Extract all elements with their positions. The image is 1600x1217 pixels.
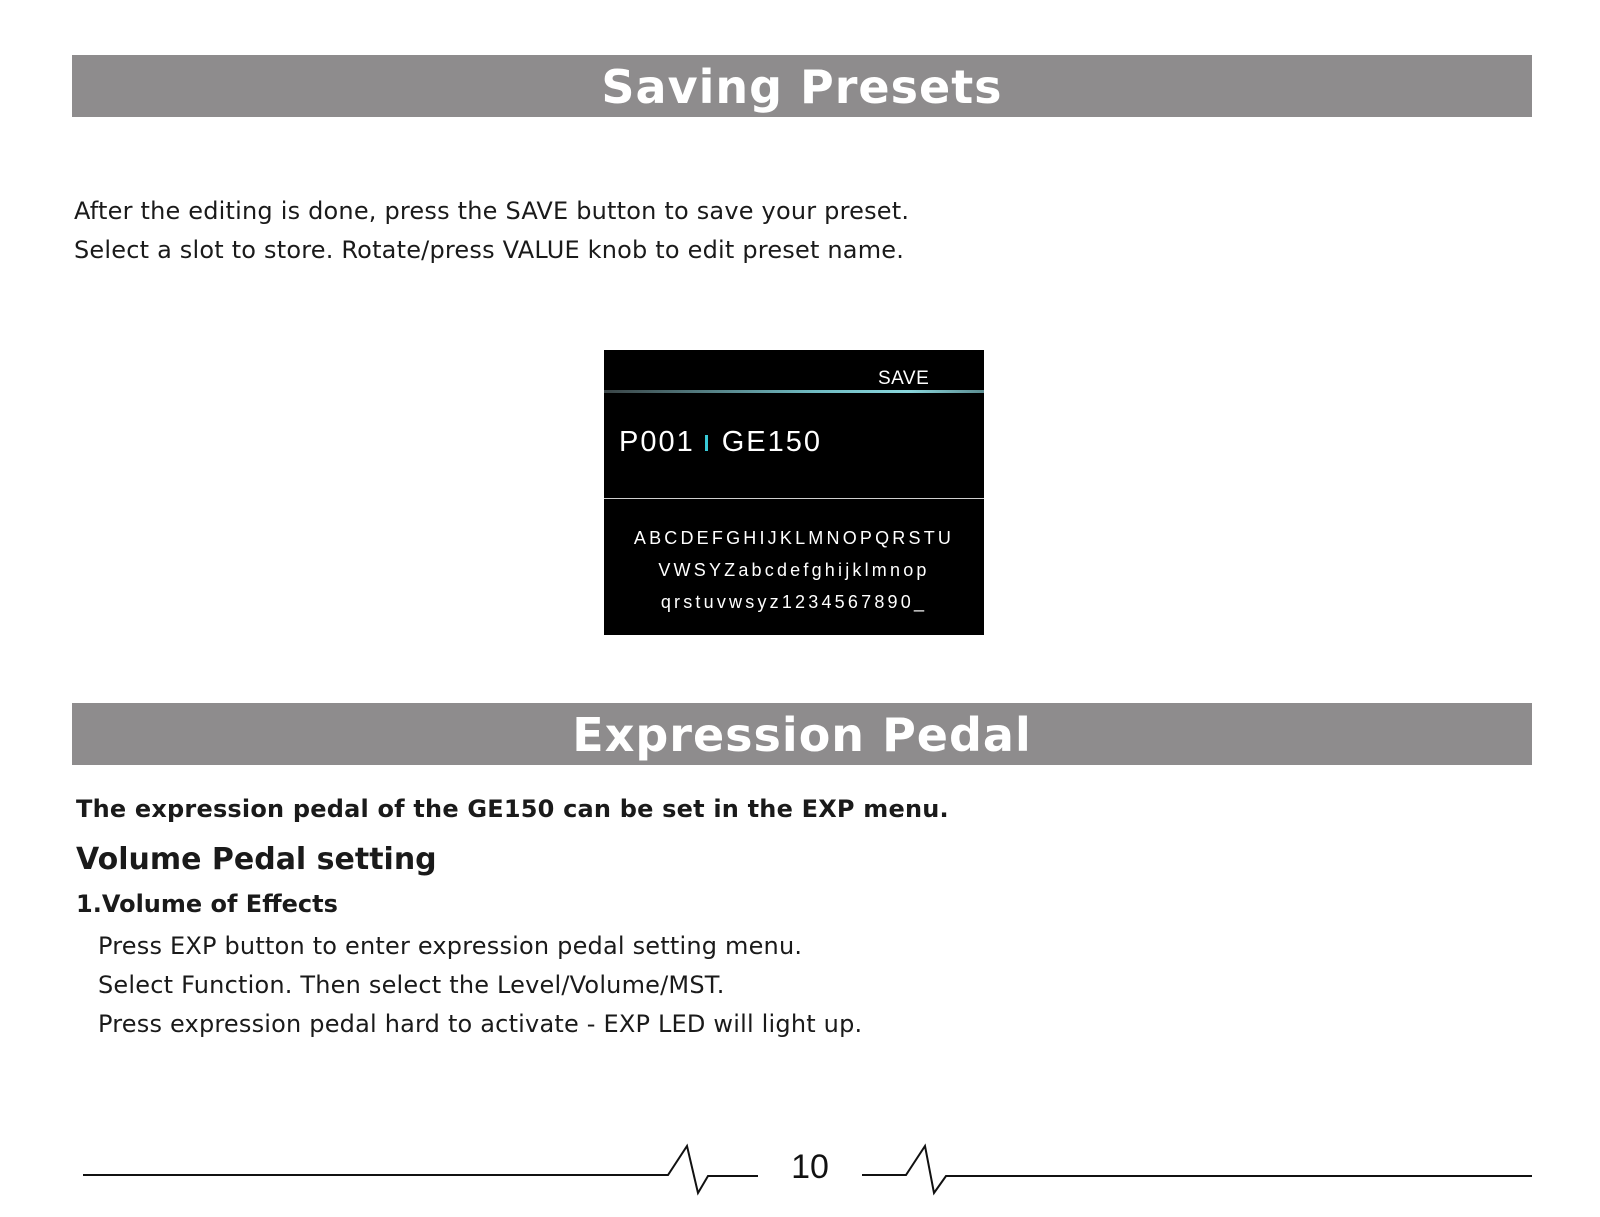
expression-intro: The expression pedal of the GE150 can be set in the EXP menu. <box>76 795 949 823</box>
instruction-line: Select a slot to store. Rotate/press VALUE knob to edit preset name. <box>74 236 905 264</box>
text-cursor-icon <box>705 435 708 451</box>
step-line: Select Function. Then select the Level/Volume/MST. <box>98 971 725 999</box>
section-title: Expression Pedal <box>572 708 1032 762</box>
volume-pedal-heading: Volume Pedal setting <box>76 842 437 877</box>
section-banner-expression-pedal <box>72 703 1532 765</box>
section-banner-saving-presets <box>72 55 1532 117</box>
instruction-line: After the editing is done, press the SAVE button to save your preset. <box>74 197 910 225</box>
preset-name: GE150 <box>721 426 823 458</box>
lcd-header-line <box>604 390 984 393</box>
lcd-title: SAVE <box>878 368 930 389</box>
char-row: VWSYZabcdefghijklmnop <box>658 560 930 580</box>
lcd-preset-name-row <box>619 426 822 459</box>
lcd-character-picker <box>604 522 984 618</box>
step-line: Press EXP button to enter expression pedal setting menu. <box>98 932 803 960</box>
lcd-save-screen <box>604 350 984 635</box>
volume-effects-steps <box>98 927 862 1044</box>
page-number: 10 <box>791 1148 829 1186</box>
section-title: Saving Presets <box>601 60 1003 114</box>
lcd-divider <box>604 498 984 499</box>
step-line: Press expression pedal hard to activate - EXP LED will light up. <box>98 1010 863 1038</box>
char-row: qrstuvwsyz1234567890_ <box>660 592 928 612</box>
volume-effects-heading: 1.Volume of Effects <box>76 890 338 918</box>
preset-slot: P001 <box>619 426 695 458</box>
char-row: ABCDEFGHIJKLMNOPQRSTU <box>633 528 955 548</box>
saving-presets-instructions <box>74 192 909 270</box>
